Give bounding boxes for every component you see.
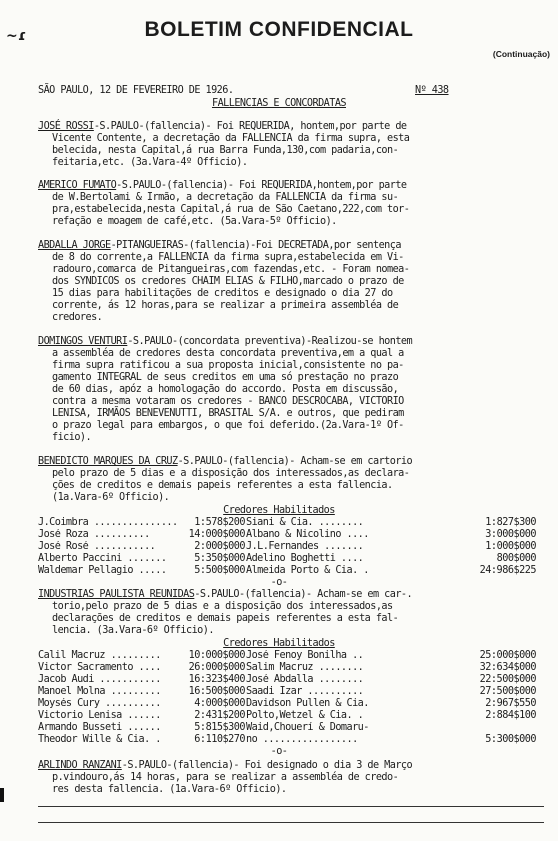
entry-6-line-2: torio,pelo prazo de 5 dias e a disposição dos interessados,as xyxy=(52,601,393,612)
entry-4-line-9: ficio). xyxy=(52,432,92,443)
entry-1-line-4: feitaria,etc. (3a.Vara-4º Officio). xyxy=(52,157,248,168)
entry-1-line-3: belecida, nesta Capital,á rua Barra Funda,130,com padaria,con- xyxy=(52,145,399,156)
creditor-name: Davidson Pullen & Cia. xyxy=(246,698,369,709)
creditor-name: José Fenoy Bonilha .. xyxy=(246,650,364,661)
entry-3-line-6: corrente, ás 12 horas,para se realizar a primeira assembléa de xyxy=(52,300,399,311)
creditor-name: Saadi Izar .......... xyxy=(246,686,364,697)
creditor-name: Salim Macruz ........ xyxy=(246,662,364,673)
divider xyxy=(38,822,544,823)
creditor-amount: 4:000$000 xyxy=(194,698,245,709)
creditor-name: José Rosé ........... xyxy=(38,541,156,552)
entry-6-line-4: lencia. (3a.Vara-6º Officio). xyxy=(52,625,214,636)
entry-5-line-3: ções de creditos e demais papeis referentes a esta fallencia. xyxy=(52,480,393,491)
creditor-name: no ................. xyxy=(246,734,358,745)
entry-4-line-6: contra a mesma votaram os credores - BANCO DESCROCABA, VICTORIO xyxy=(52,396,404,407)
creditor-amount: 10:000$000 xyxy=(188,650,245,661)
bulletin-number: Nº 438 xyxy=(415,85,449,96)
page-title: BOLETIM CONFIDENCIAL xyxy=(144,18,414,41)
entry-4-line-2: a assembléa de credores desta concordata preventiva,em a qual a xyxy=(52,348,404,359)
entry-3-line-4: dos SYNDICOS os credores CHAIM ELIAS & FILHO,marcado o prazo de xyxy=(52,276,404,287)
entry-7-line-1: ARLINDO RANZANI-S.PAULO-(fallencia)- Foi designado o dia 3 de Março xyxy=(38,760,413,771)
creditor-name: Victor Sacramento .... xyxy=(38,662,161,673)
creditor-amount: 800$000 xyxy=(496,553,536,564)
creditor-amount: 2:000$000 xyxy=(194,541,245,552)
dateline-date: SÃO PAULO, 12 DE FEVEREIRO DE 1926. xyxy=(38,85,234,96)
creditor-amount: 5:500$000 xyxy=(194,565,245,576)
creditor-name: Moysés Cury .......... xyxy=(38,698,161,709)
creditor-amount: 5:350$000 xyxy=(194,553,245,564)
entry-4-line-1: DOMINGOS VENTURI-S.PAULO-(concordata preventiva)-Realizou-se hontem xyxy=(38,336,413,347)
handwritten-mark: ~ɾ xyxy=(6,28,27,44)
creditor-name: J.Coimbra ............... xyxy=(38,517,178,528)
entry-2-line-1: AMERICO FUMATO-S.PAULO-(fallencia)- Foi REQUERIDA,hontem,por parte xyxy=(38,180,407,191)
creditor-name: Albano & Nicolino .... xyxy=(246,529,369,540)
creditor-amount: 1:578$200 xyxy=(194,517,245,528)
creditor-amount: 2:884$100 xyxy=(485,710,536,721)
creditor-amount: 26:000$000 xyxy=(188,662,245,673)
divider xyxy=(38,806,544,807)
creditor-name: José Abdalla ........ xyxy=(246,674,364,685)
creditors-title-1: Credores Habilitados xyxy=(223,505,335,516)
creditor-amount: 24:986$225 xyxy=(479,565,536,576)
entry-6-name: INDUSTRIAS PAULISTA REUNIDAS xyxy=(38,589,195,600)
entry-3-name: ABDALLA JORGE xyxy=(38,240,111,251)
entry-5-name: BENEDICTO MARQUES DA CRUZ xyxy=(38,456,178,467)
entry-3-line-3: radouro,comarca de Pitangueiras,com fazendas,etc. - Foram nomea- xyxy=(52,264,410,275)
creditor-name: José Roza .......... xyxy=(38,529,150,540)
entry-4-name: DOMINGOS VENTURI xyxy=(38,336,128,347)
creditor-name: Almeida Porto & Cia. . xyxy=(246,565,369,576)
entry-1-line-1: JOSÉ ROSSI-S.PAULO-(fallencia)- Foi REQUERIDA, hontem,por parte de xyxy=(38,121,407,132)
entry-5-line-1: BENEDICTO MARQUES DA CRUZ-S.PAULO-(fallencia)- Acham-se em cartorio xyxy=(38,456,413,467)
margin-mark xyxy=(0,788,4,802)
entry-3-line-2: de 8 do corrente,a FALLENCIA da firma supra,estabelecida em Vi- xyxy=(52,252,404,263)
creditor-amount: 5:815$300 xyxy=(194,722,245,733)
creditor-name: Waid,Chouerí & Domaru- xyxy=(246,722,369,733)
creditor-name: Polto,Wetzel & Cia. . xyxy=(246,710,364,721)
creditors-title-2: Credores Habilitados xyxy=(223,638,335,649)
entry-3-line-7: credores. xyxy=(52,312,103,323)
creditor-amount: 14:000$000 xyxy=(188,529,245,540)
creditor-name: Alberto Paccini ....... xyxy=(38,553,167,564)
creditor-name: Siani & Cia. ........ xyxy=(246,517,364,528)
creditor-amount: 1:827$300 xyxy=(485,517,536,528)
creditor-amount: 22:500$000 xyxy=(479,674,536,685)
entry-4-line-5: de 60 dias, apóz a homologação do accordo. Posta em discussão, xyxy=(52,384,399,395)
creditor-name: Calil Macruz ......... xyxy=(38,650,161,661)
creditor-amount: 32:634$000 xyxy=(479,662,536,673)
entry-6-line-3: declarações de creditos e demais papeis referentes a esta fal- xyxy=(52,613,399,624)
entry-2-line-4: refação e moagem de café,etc. (5a.Vara-5º Officio). xyxy=(52,216,337,227)
creditor-name: Adelino Boghetti .... xyxy=(246,553,364,564)
entry-5-line-2: pelo prazo de 5 dias e a disposição dos interessados,as declara- xyxy=(52,468,410,479)
creditor-name: Theodor Wille & Cia. . xyxy=(38,734,161,745)
entry-3-line-5: 15 dias para habilitações de creditos e designado o dia 27 do xyxy=(52,288,393,299)
entry-4-line-3: firma supra ratificou a sua proposta inicial,consistente no pa- xyxy=(52,360,404,371)
entry-7-line-2: p.vindouro,ás 14 horas, para se realizar a assembléa de credo- xyxy=(52,772,399,783)
section-title: FALLENCIAS E CONCORDATAS xyxy=(211,98,346,109)
entry-6-line-1: INDUSTRIAS PAULISTA REUNIDAS-S.PAULO-(fallencia)- Acham-se em car-. xyxy=(38,589,413,600)
creditor-amount: 1:000$000 xyxy=(485,541,536,552)
entry-5-line-4: (1a.Vara-6º Officio). xyxy=(52,492,170,503)
separator-1: -o- xyxy=(270,577,288,588)
creditor-amount: 5:300$000 xyxy=(485,734,536,745)
creditor-name: Waldemar Pellagio ..... xyxy=(38,565,167,576)
creditor-amount: 3:000$000 xyxy=(485,529,536,540)
creditor-amount: 2:967$550 xyxy=(485,698,536,709)
creditor-amount: 6:110$270 xyxy=(194,734,245,745)
continuation-label: (Continuação) xyxy=(492,49,550,59)
creditor-name: Victorio Lenisa ...... xyxy=(38,710,161,721)
entry-3-line-1: ABDALLA JORGE-PITANGUEIRAS-(fallencia)-Foi DECRETADA,por sentença xyxy=(38,240,401,251)
entry-7-name: ARLINDO RANZANI xyxy=(38,760,122,771)
separator-2: -o- xyxy=(270,746,288,757)
entry-2-name: AMERICO FUMATO xyxy=(38,180,117,191)
entry-4-line-7: LENISA, IRMÃOS BENEVENUTTI, BRASITAL S/A. e outros, que pediram xyxy=(52,408,404,419)
creditor-amount: 27:500$000 xyxy=(479,686,536,697)
creditor-name: Jacob Audi ........... xyxy=(38,674,161,685)
entry-2-line-2: de W.Bertolami & Irmão, a decretação da FALLENCIA da firma su- xyxy=(52,192,399,203)
entry-4-line-4: gamento INTEGRAL de seus creditos em uma só prestação no prazo xyxy=(52,372,399,383)
creditor-amount: 2:431$200 xyxy=(194,710,245,721)
entry-1-line-2: Vicente Contente, a decretação da FALLENCIA da firma supra, esta xyxy=(52,133,410,144)
entry-1-name: JOSÉ ROSSI xyxy=(38,121,94,132)
entry-7-line-3: res desta fallencia. (1a.Vara-6º Officio). xyxy=(52,784,287,795)
creditor-name: Armando Busseti ...... xyxy=(38,722,161,733)
creditor-name: J.L.Fernandes ....... xyxy=(246,541,364,552)
creditor-amount: 16:500$000 xyxy=(188,686,245,697)
creditor-amount: 16:323$400 xyxy=(188,674,245,685)
entry-4-line-8: o prazo legal para embargos, o que foi deferido.(2a.Vara-1º Of- xyxy=(52,420,404,431)
entry-2-line-3: pra,estabelecida,nesta Capital,á rua de São Caetano,222,com tor- xyxy=(52,204,410,215)
creditor-name: Manoel Molna ......... xyxy=(38,686,161,697)
creditor-amount: 25:000$000 xyxy=(479,650,536,661)
